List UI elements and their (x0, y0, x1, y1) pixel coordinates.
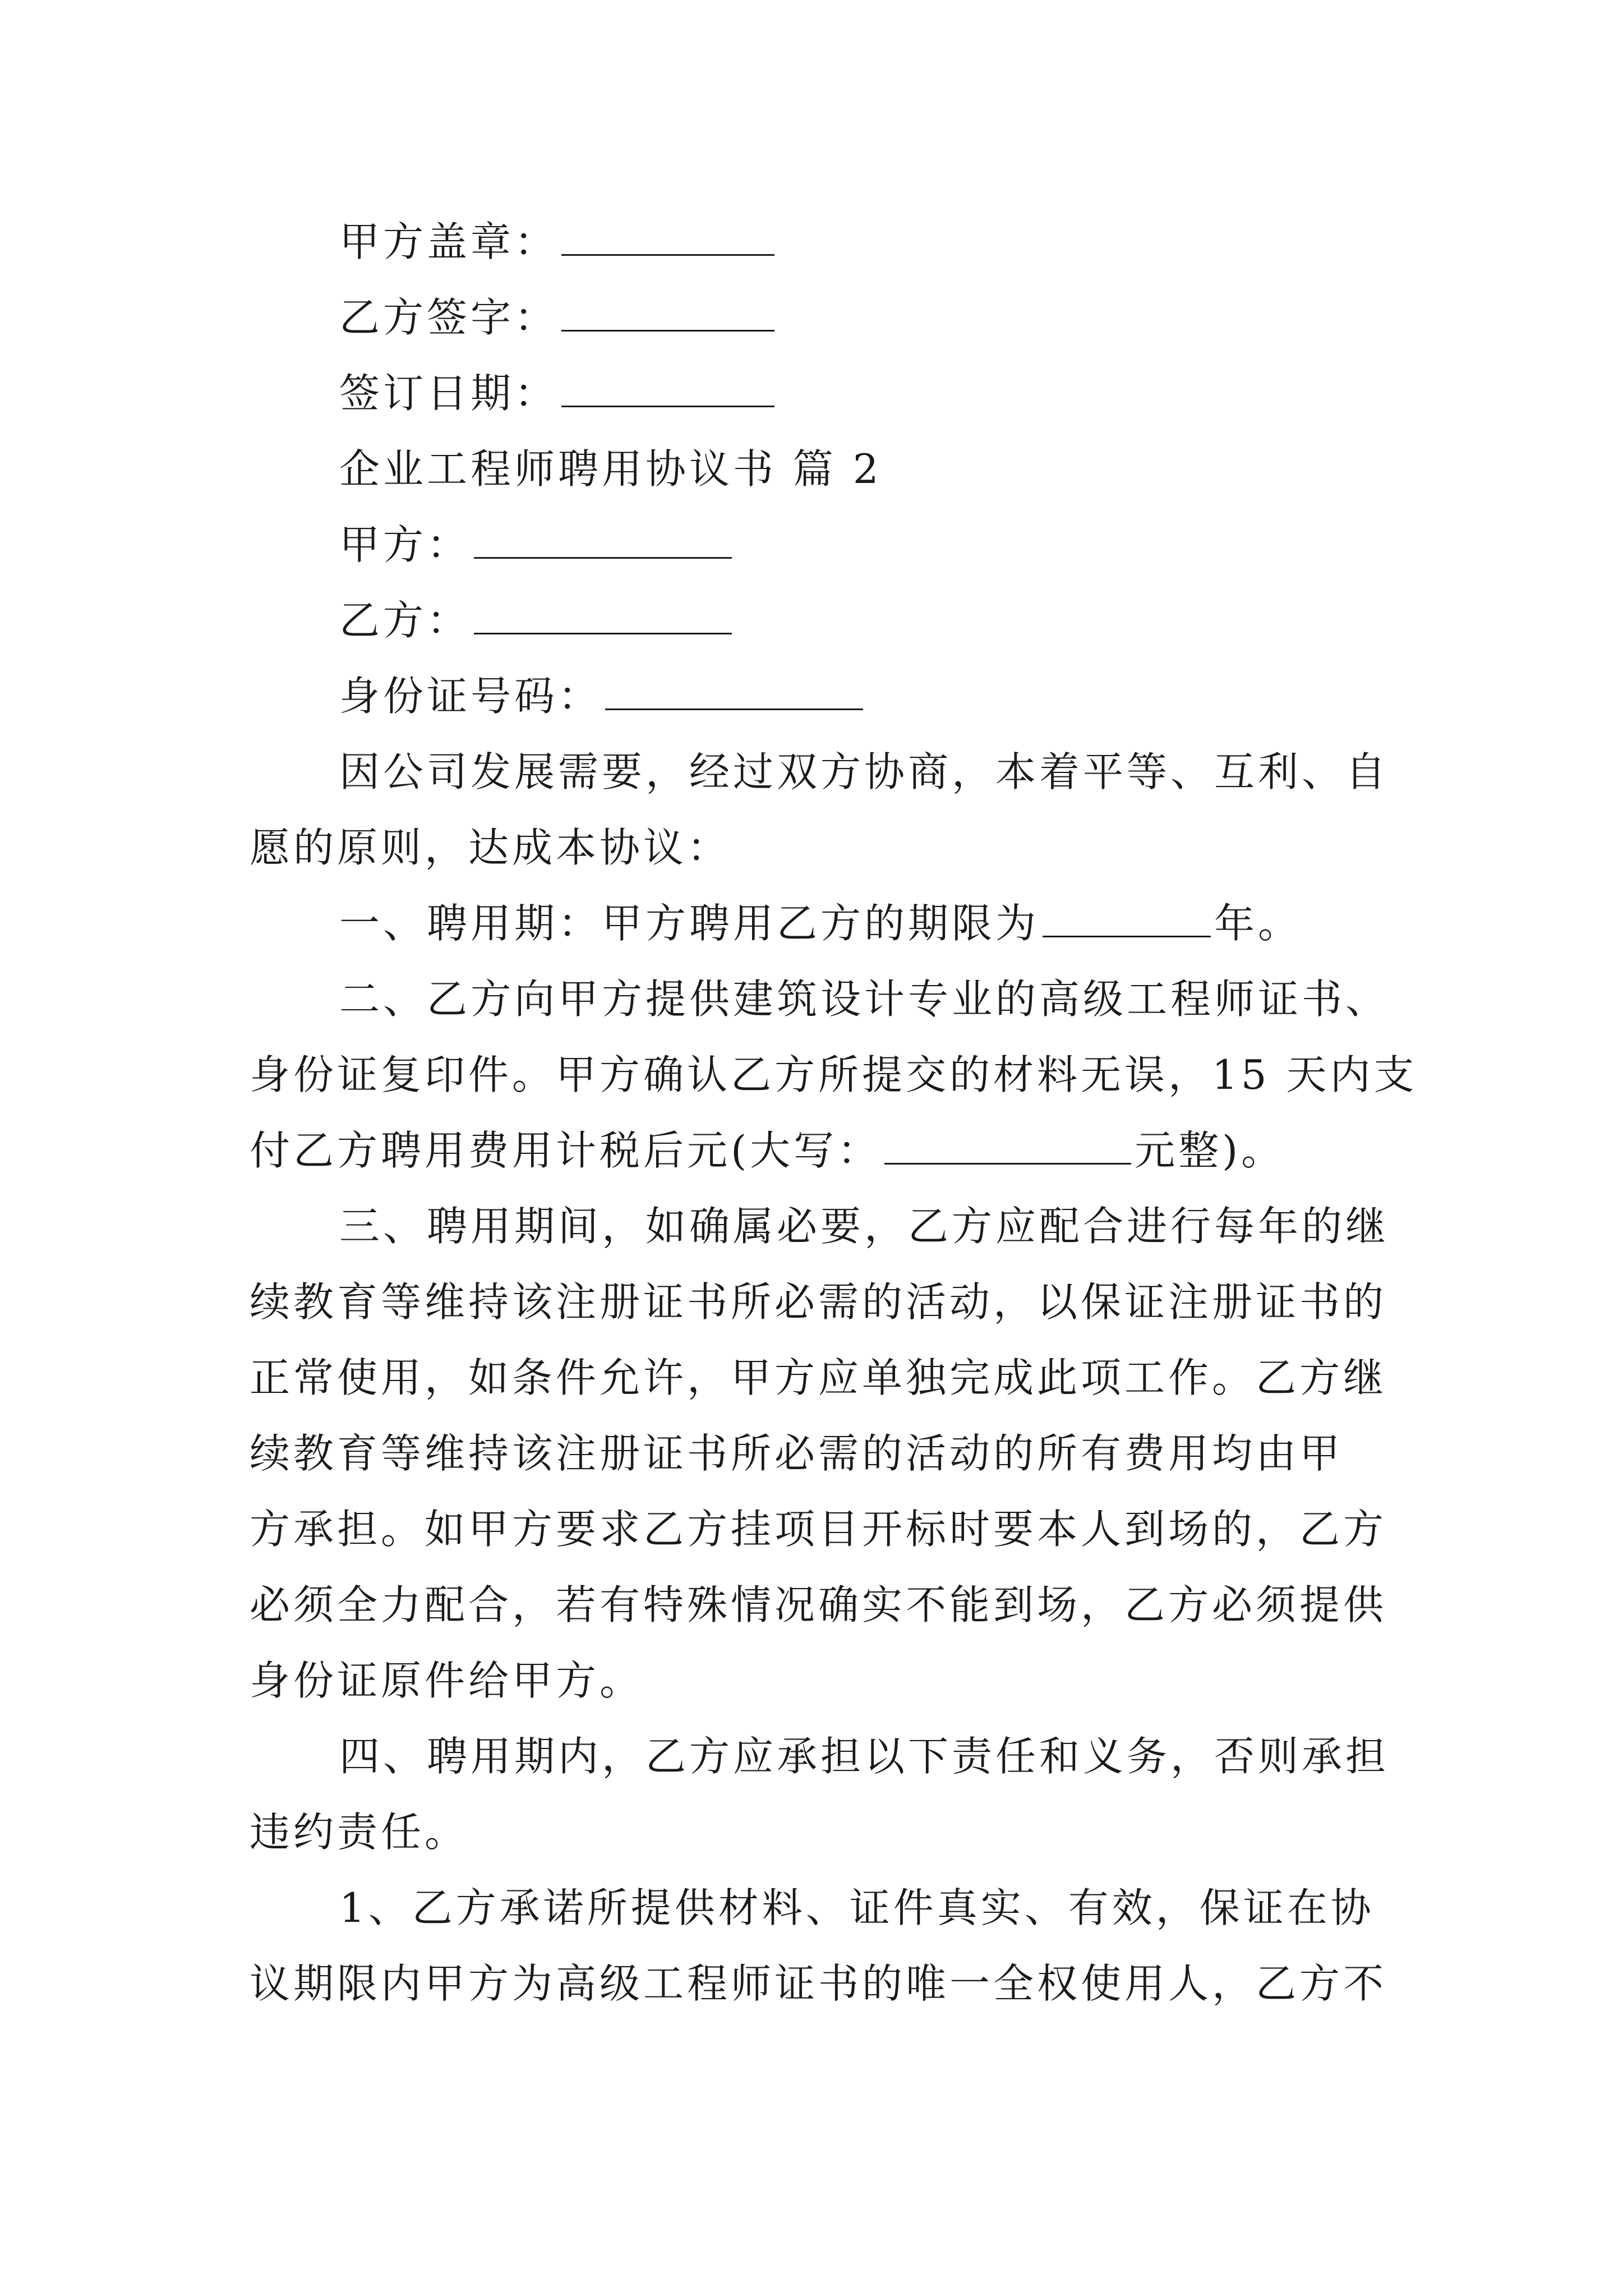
sign-date-line (339, 370, 778, 417)
party-b-sign-line (339, 294, 778, 341)
section-title: 企业工程师聘用协议书 篇 2 (339, 445, 882, 493)
party-b-blank (474, 600, 732, 634)
id-number-blank (605, 676, 863, 710)
party-a-blank (474, 524, 732, 559)
clause-3-line-1: 三、聘用期间，如确属必要，乙方应配合进行每年的继 (339, 1203, 1390, 1250)
clause-3-line-2: 续教育等维持该注册证书所必需的活动，以保证注册证书的 (250, 1278, 1387, 1326)
party-b-line (339, 597, 735, 644)
sign-date-label: 签订日期： (339, 370, 559, 417)
clause-4-line-2: 违约责任。 (250, 1809, 469, 1856)
intro-line-2: 愿的原则，达成本协议： (250, 824, 731, 871)
item-1-line-1: 1、乙方承诺所提供材料、证件真实、有效，保证在协 (339, 1884, 1375, 1931)
clause-3-line-4: 续教育等维持该注册证书所必需的活动的所有费用均由甲 (250, 1430, 1344, 1477)
intro-line-1: 因公司发展需要，经过双方协商，本着平等、互利、自 (339, 748, 1390, 795)
clause-2-line-3-text: 付乙方聘用费用计税后元(大写： (250, 1127, 882, 1174)
clause-2-line-2: 身份证复印件。甲方确认乙方所提交的材料无误，15 天内支 (250, 1051, 1418, 1098)
party-a-seal-label: 甲方盖章： (339, 218, 559, 265)
clause-3-line-5: 方承担。如甲方要求乙方挂项目开标时要本人到场的，乙方 (250, 1506, 1387, 1553)
term-years-blank (1043, 903, 1211, 937)
party-b-label: 乙方： (339, 597, 471, 644)
amount-words-blank (884, 1130, 1131, 1165)
id-number-line (339, 673, 866, 720)
party-a-seal-blank (561, 222, 774, 256)
clause-2-line-3 (250, 1127, 1285, 1174)
clause-2-line-3-suffix: 元整)。 (1135, 1127, 1285, 1174)
party-b-sign-label: 乙方签字： (339, 294, 559, 341)
id-number-label: 身份证号码： (339, 673, 602, 720)
clause-4-line-1: 四、聘用期内，乙方应承担以下责任和义务，否则承担 (339, 1733, 1390, 1780)
clause-2-line-1: 二、乙方向甲方提供建筑设计专业的高级工程师证书、 (339, 976, 1390, 1023)
sign-date-blank (561, 373, 774, 407)
clause-1-text: 一、聘用期：甲方聘用乙方的期限为 (339, 900, 1040, 947)
clause-1-suffix: 年。 (1214, 900, 1302, 947)
clause-3-line-6: 必须全力配合，若有特殊情况确实不能到场，乙方必须提供 (250, 1581, 1387, 1628)
party-a-line (339, 521, 735, 568)
party-a-label: 甲方： (339, 521, 471, 568)
clause-1 (339, 900, 1302, 947)
item-1-line-2: 议期限内甲方为高级工程师证书的唯一全权使用人，乙方不 (250, 1960, 1387, 2007)
clause-3-line-7: 身份证原件给甲方。 (250, 1657, 644, 1704)
party-a-seal-line (339, 218, 778, 265)
party-b-sign-blank (561, 297, 774, 332)
clause-3-line-3: 正常使用，如条件允许，甲方应单独完成此项工作。乙方继 (250, 1354, 1387, 1401)
